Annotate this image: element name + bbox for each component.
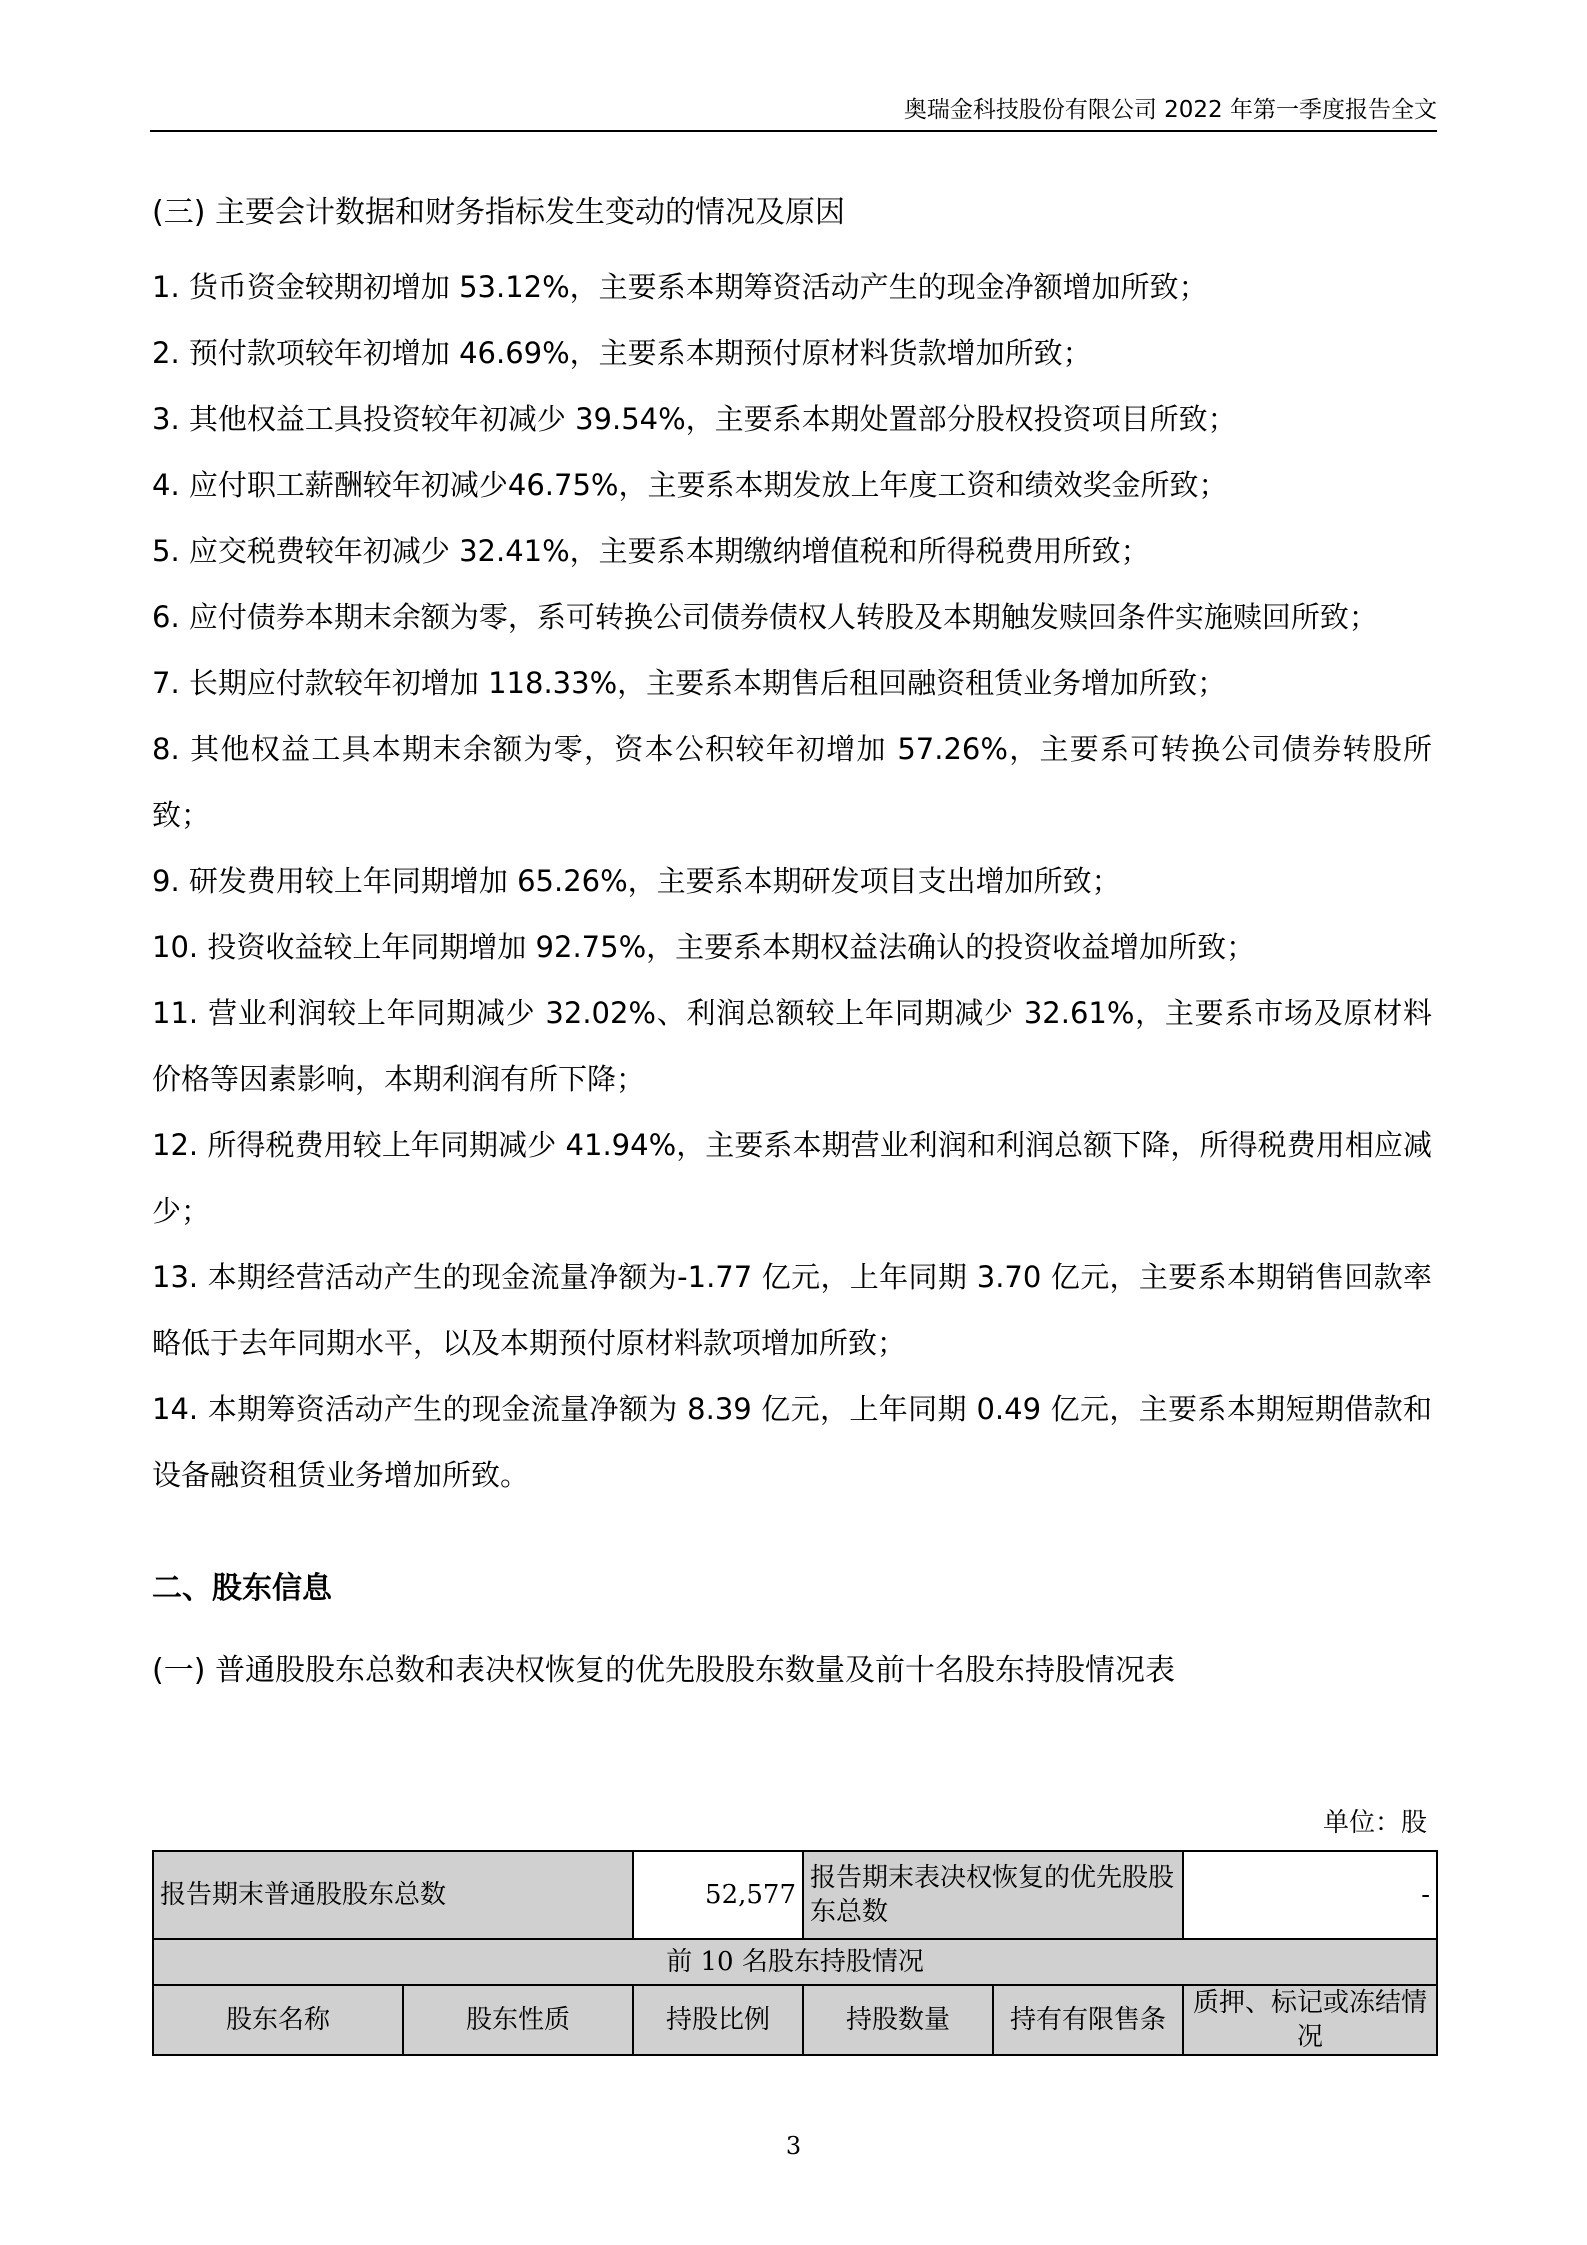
list-item: 14. 本期筹资活动产生的现金流量净额为 8.39 亿元，上年同期 0.49 亿元，主要系本期短期借款和设备融资租赁业务增加所致。 (152, 1392, 1432, 1492)
page-content (152, 190, 1432, 1694)
table-header-row (153, 1985, 1437, 2055)
total-holders-label: 报告期末普通股股东总数 (153, 1851, 633, 1939)
unit-label: 单位：股 (1322, 1808, 1427, 1838)
list-item: 10. 投资收益较上年同期增加 92.75%，主要系本期权益法确认的投资收益增加所致； (152, 930, 1256, 964)
shareholder-table (152, 1850, 1438, 2056)
column-header: 持有有限售条 (993, 1985, 1183, 2055)
list-item: 11. 营业利润较上年同期减少 32.02%、利润总额较上年同期减少 32.61%，主要系市场及原材料价格等因素影响，本期利润有所下降； (152, 996, 1432, 1096)
top10-title: 前 10 名股东持股情况 (153, 1939, 1437, 1985)
column-header: 持股比例 (633, 1985, 803, 2055)
list-item: 4. 应付职工薪酬较年初减少46.75%，主要系本期发放上年度工资和绩效奖金所致； (152, 468, 1228, 502)
list-item: 9. 研发费用较上年同期增加 65.26%，主要系本期研发项目支出增加所致； (152, 864, 1121, 898)
list-item: 5. 应交税费较年初减少 32.41%，主要系本期缴纳增值税和所得税费用所致； (152, 534, 1150, 568)
section-title-shareholders: 二、股东信息 (152, 1571, 332, 1606)
column-header: 质押、标记或冻结情况 (1183, 1985, 1437, 2055)
preferred-holders-value: - (1183, 1851, 1437, 1939)
list-item: 6. 应付债券本期末余额为零，系可转换公司债券债权人转股及本期触发赎回条件实施赎回所致； (152, 600, 1378, 634)
total-holders-value: 52,577 (633, 1851, 803, 1939)
preferred-holders-label: 报告期末表决权恢复的优先股股东总数 (803, 1851, 1183, 1939)
subsection-title: (一) 普通股股东总数和表决权恢复的优先股股东数量及前十名股东持股情况表 (152, 1653, 1175, 1688)
column-header: 股东名称 (153, 1985, 403, 2055)
list-item: 3. 其他权益工具投资较年初减少 39.54%，主要系本期处置部分股权投资项目所致； (152, 402, 1237, 436)
page-number: 3 (785, 2132, 802, 2160)
column-header: 持股数量 (803, 1985, 993, 2055)
list-item: 12. 所得税费用较上年同期减少 41.94%，主要系本期营业利润和利润总额下降，所得税费用相应减少； (152, 1128, 1432, 1228)
page-header (150, 90, 1437, 132)
list-item: 13. 本期经营活动产生的现金流量净额为-1.77 亿元，上年同期 3.70 亿元，主要系本期销售回款率略低于去年同期水平，以及本期预付原材料款项增加所致； (152, 1260, 1432, 1360)
column-header: 股东性质 (403, 1985, 633, 2055)
header-title: 奥瑞金科技股份有限公司 2022 年第一季度报告全文 (903, 97, 1437, 123)
table-row (153, 1939, 1437, 1985)
list-item: 2. 预付款项较年初增加 46.69%，主要系本期预付原材料货款增加所致； (152, 336, 1092, 370)
list-item: 8. 其他权益工具本期末余额为零，资本公积较年初增加 57.26%，主要系可转换公司债券转股所致； (152, 732, 1432, 832)
list-item: 7. 长期应付款较年初增加 118.33%，主要系本期售后租回融资租赁业务增加所致； (152, 666, 1227, 700)
section-title-changes: (三) 主要会计数据和财务指标发生变动的情况及原因 (152, 195, 845, 230)
list-item: 1. 货币资金较期初增加 53.12%，主要系本期筹资活动产生的现金净额增加所致； (152, 270, 1208, 304)
table-row (153, 1851, 1437, 1939)
